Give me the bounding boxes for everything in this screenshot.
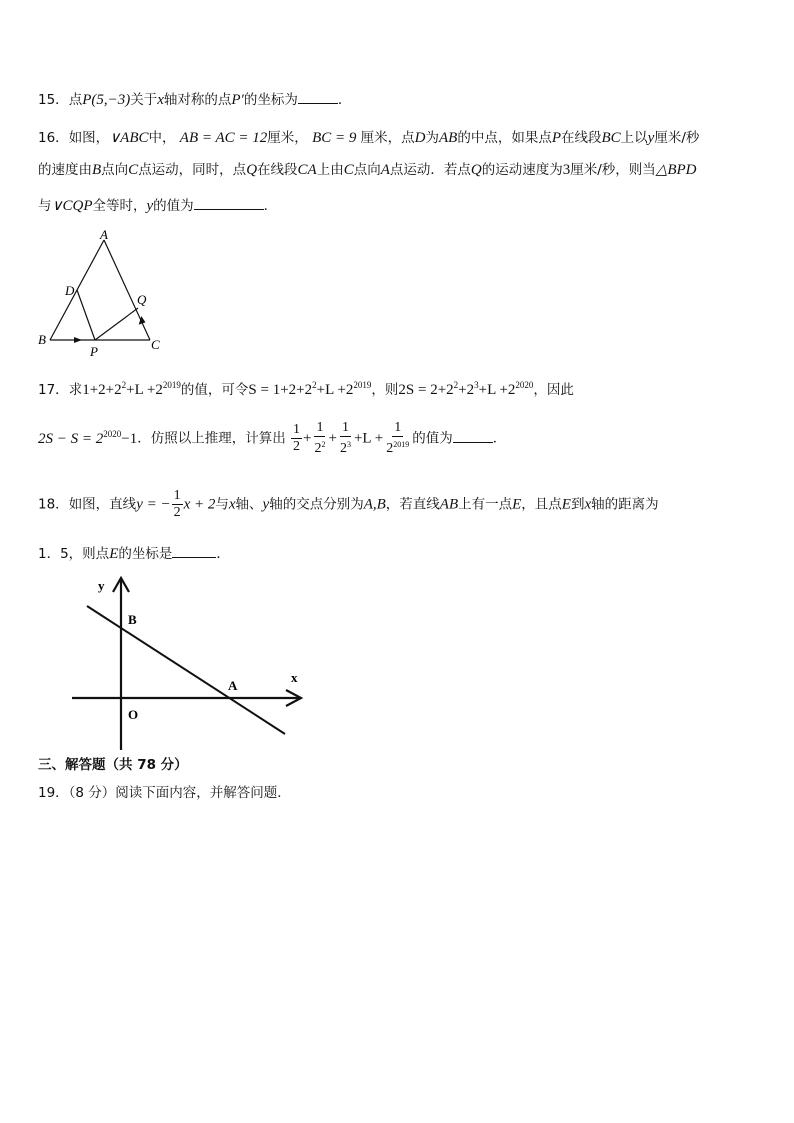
label-a: A bbox=[228, 678, 238, 693]
label-o: O bbox=[128, 707, 139, 722]
fraction-2: $\frac{1}{2^2}$ bbox=[314, 420, 326, 456]
answer-blank[interactable] bbox=[172, 545, 216, 558]
fraction-4: $\frac{1}{2^{2019}}$ bbox=[386, 420, 410, 456]
line-ab bbox=[87, 606, 285, 734]
question-16-line-1: 16．如图，∨ABC中， AB = AC = 12厘米， BC = 9 厘米，点D为AB的中点，如果点P在线段BC上以y厘米/秒 bbox=[38, 130, 700, 146]
label-d: D bbox=[65, 283, 75, 298]
label-p: P bbox=[90, 344, 98, 359]
label-a: A bbox=[100, 228, 108, 242]
segment-pq bbox=[95, 308, 138, 340]
question-19: 19．（8 分）阅读下面内容，并解答问题． bbox=[38, 785, 291, 801]
fraction-1: $\frac{1}{2}$ bbox=[293, 422, 301, 454]
answer-blank[interactable] bbox=[453, 430, 493, 443]
question-15: 15．点P(5,−3)关于x轴对称的点P′的坐标为 ． bbox=[38, 92, 352, 108]
question-18-line-2: 1．5，则点E的坐标是 ． bbox=[38, 546, 230, 562]
question-17-line-2: $2S - S = 2^{2020}-1$．仿照以上推理，计算出 $\frac{1}{2}$ + $\frac{1}{2^2}$ + $\frac{1}{2^3}$ +L + $\frac{1}{2^{2019}}$ 的值为 ． bbox=[38, 420, 507, 456]
label-y: y bbox=[98, 578, 105, 593]
coordinate-figure bbox=[60, 572, 310, 752]
arrow-c-to-a-icon bbox=[137, 316, 145, 325]
question-17-line-1: 17．求$1+2+2^2+L +2^{2019}$的值，可令$S = 1+2+2^2+L +2^{2019}$，则$2S = 2+2^2+2^3+L +2^{2020}$，因此 bbox=[38, 380, 574, 398]
answer-blank[interactable] bbox=[298, 91, 338, 104]
segment-dp bbox=[77, 290, 95, 340]
fraction-half: $\frac{1}{2}$ bbox=[173, 488, 181, 520]
label-x: x bbox=[291, 670, 298, 685]
label-c: C bbox=[151, 337, 160, 352]
label-q: Q bbox=[137, 292, 147, 307]
triangle-figure bbox=[30, 228, 170, 360]
answer-blank[interactable] bbox=[194, 197, 264, 210]
side-ac bbox=[104, 240, 150, 340]
question-16-line-3: 与∨CQP全等时，y的值为 ． bbox=[38, 198, 278, 214]
fraction-3: $\frac{1}{2^3}$ bbox=[339, 420, 351, 456]
question-18-line-1: 18．如图，直线y = − $\frac{1}{2}$ x + 2与x轴、y轴的交点分别为A,B，若直线AB上有一点E，且点E到x轴的距离为 bbox=[38, 488, 659, 520]
label-b: B bbox=[128, 612, 137, 627]
label-b: B bbox=[38, 332, 46, 347]
section-heading: 三、解答题（共 78 分） bbox=[38, 757, 188, 773]
arrow-b-to-c-icon bbox=[74, 337, 82, 343]
question-16-line-2: 的速度由B点向C点运动，同时，点Q在线段CA上由C点向A点运动．若点Q的运动速度为3厘米/秒，则当△BPD bbox=[38, 162, 697, 178]
